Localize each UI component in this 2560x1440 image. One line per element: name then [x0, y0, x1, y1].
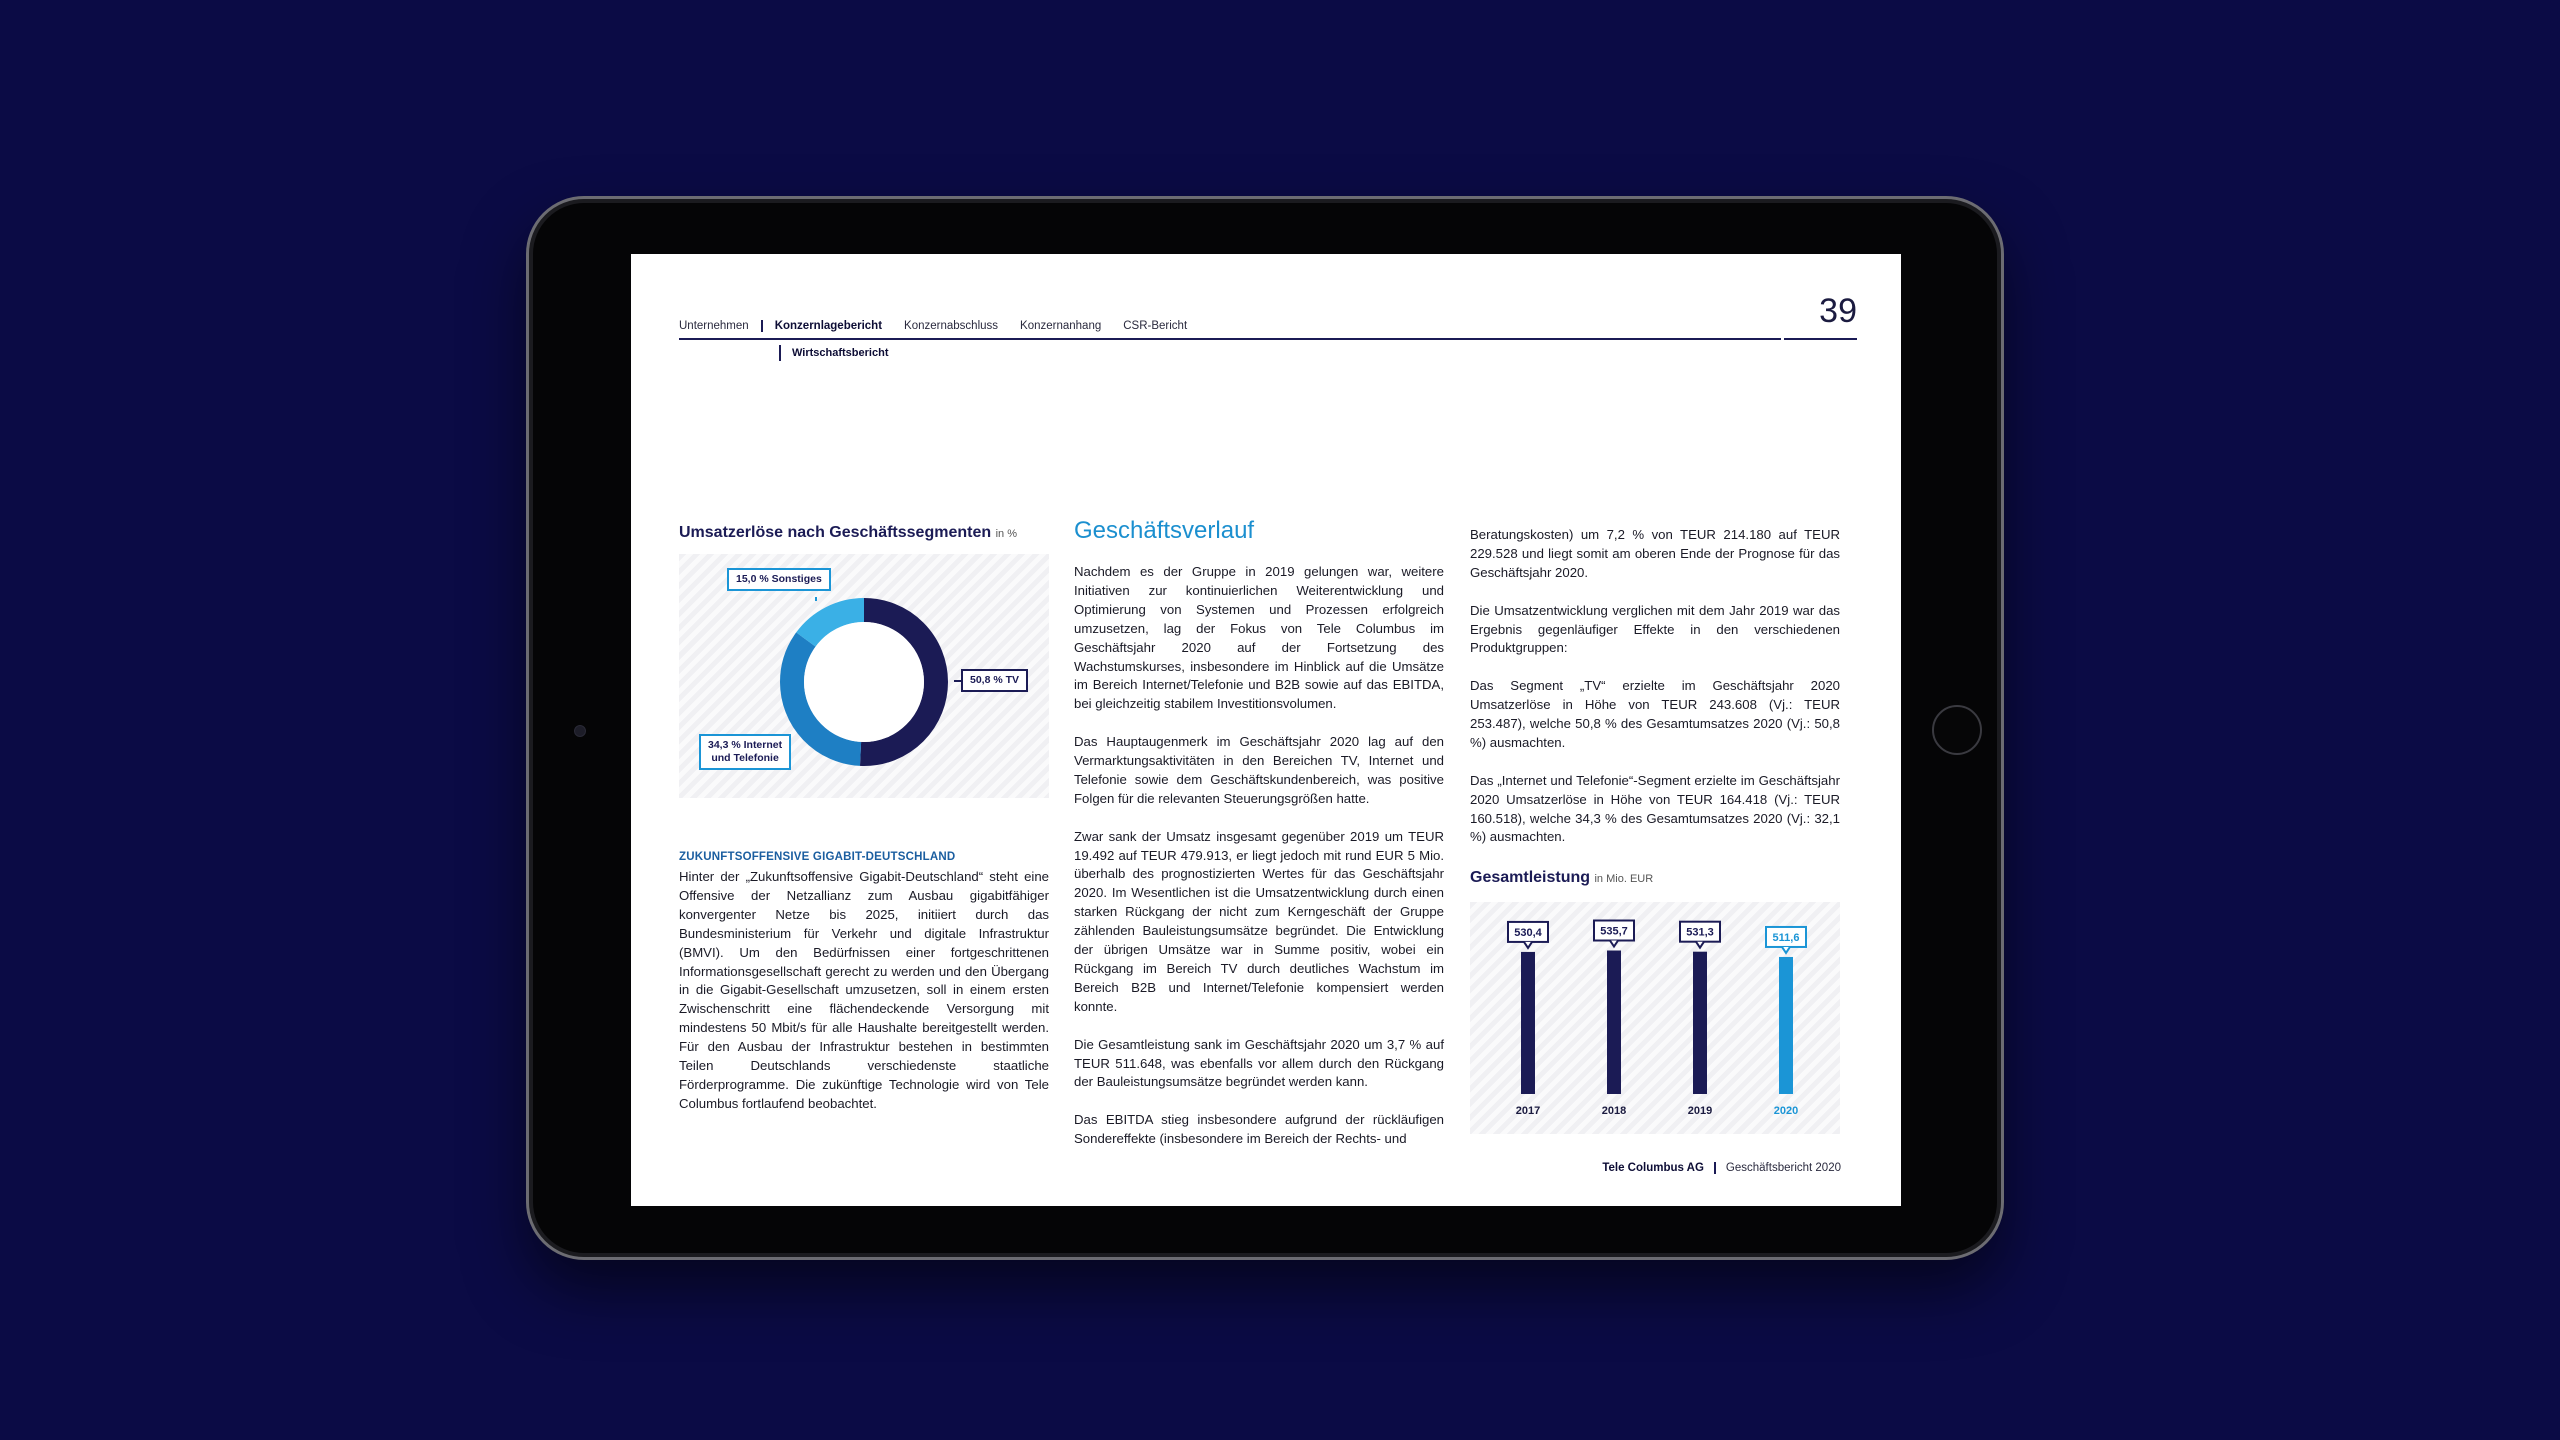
- donut-chart-title-text: Umsatzerlöse nach Geschäftssegmenten: [679, 524, 992, 541]
- heading-geschaeftsverlauf: Geschäftsverlauf: [1074, 517, 1255, 544]
- bar-chart-panel: [1470, 902, 1840, 1134]
- bar-value-label: 531,3: [1686, 926, 1714, 939]
- bar-2019: [1693, 952, 1707, 1094]
- footer-report: Geschäftsbericht 2020: [1725, 1162, 1841, 1174]
- page-number: 39: [1819, 292, 1857, 330]
- callout-internet-telefonie: [699, 734, 791, 770]
- paragraph: Zwar sank der Umsatz insgesamt gegenüber 2019 um TEUR 19.492 auf TEUR 479.913, er liegt jedoch mit rund EUR 5 Mio. überhalb des prognostizierten Wertes für das Geschäftsjahr 2020. Im Wesentlichen ist die Umsatzentwicklung durch einen starken Rückgang der nicht zum Kerngeschäft der Gruppe zählenden Bauleistungsumsätze begründet. Die Entwicklung der übrigen Umsätze war in Summe positiv, wobei ein Rückgang im Bereich TV durch deutliches Wachstum im Bereich B2B und Internet/Telefonie kompensiert werden konnte.: [1074, 828, 1444, 1014]
- bar-label-pointer: [1696, 942, 1704, 948]
- paragraph: Das Segment „TV“ erzielte im Geschäftsjahr 2020 Umsatzerlöse in Höhe von TEUR 243.608 (Vj.: TEUR 253.487), welche 50,8 % des Gesamtumsatzes 2020 (Vj.: 50,8 %) ausmachten.: [1470, 678, 1840, 750]
- bar-2020: [1779, 957, 1793, 1094]
- bar-label-pointer: [1782, 947, 1790, 953]
- bar-chart-unit: in Mio. EUR: [1594, 873, 1654, 885]
- bar-value-label: 535,7: [1600, 925, 1628, 938]
- bar-category-label: 2017: [1515, 1105, 1541, 1117]
- callout-sonstiges: 15,0 % Sonstiges: [727, 568, 831, 591]
- paragraph: Das Hauptaugenmerk im Geschäftsjahr 2020 lag auf den Vermarktungsaktivitäten in den Bereichen TV, Internet und Telefonie sowie dem Geschäftskundenbereich, was positive Folgen für die relevanten Steuerungsgrößen hatte.: [1074, 734, 1444, 806]
- callout-internet-line1: 34,3 % Internet: [708, 739, 783, 751]
- nav-rule: [679, 338, 1781, 340]
- paragraph: Das „Internet und Telefonie“-Segment erzielte im Geschäftsjahr 2020 Umsatzerlöse in Höhe von TEUR 164.418 (Vj.: TEUR 160.518), welche 34,3 % des Gesamtumsatzes 2020 (Vj.: 32,1 %) ausmachten.: [1470, 772, 1840, 845]
- nav-item-konzernlagebericht[interactable]: Konzernlagebericht: [761, 320, 882, 332]
- nav-item-konzernanhang[interactable]: Konzernanhang: [1020, 320, 1102, 332]
- donut-chart-panel: [679, 554, 1049, 798]
- callout-tv: 50,8 % TV: [961, 669, 1028, 692]
- paragraph: Beratungskosten) um 7,2 % von TEUR 214.180 auf TEUR 229.528 und liegt somit am oberen Ende der Prognose für das Geschäftsjahr 2020.: [1470, 527, 1840, 580]
- bar-label-pointer: [1524, 942, 1532, 948]
- nav-item-csr-bericht[interactable]: CSR-Bericht: [1123, 320, 1188, 332]
- bar-category-label: 2019: [1687, 1105, 1713, 1117]
- bar-chart-title-text: Gesamtleistung: [1470, 869, 1591, 886]
- nav-item-unternehmen[interactable]: Unternehmen: [679, 320, 749, 332]
- document-page: [631, 254, 1901, 1206]
- page-number-rule: [1784, 338, 1857, 340]
- page-footer: [1602, 1162, 1841, 1174]
- sub-nav-wirtschaftsbericht[interactable]: Wirtschaftsbericht: [779, 345, 888, 361]
- section-heading-gigabit: ZUKUNFTSOFFENSIVE GIGABIT-DEUTSCHLAND: [679, 851, 956, 863]
- footer-company: Tele Columbus AG: [1602, 1162, 1716, 1174]
- bar-chart: [1470, 902, 1840, 1134]
- bar-2018: [1607, 951, 1621, 1094]
- paragraph: Das EBITDA stieg insbesondere aufgrund der rückläufigen Sondereffekte (insbesondere im Bereich der Rechts- und: [1074, 1112, 1444, 1147]
- donut-chart-unit: in %: [995, 528, 1017, 540]
- bar-2017: [1521, 952, 1535, 1094]
- donut-hole: [804, 622, 924, 742]
- section-text-gigabit: Hinter der „Zukunftsoffensive Gigabit-Deutschland“ steht eine Offensive der Netzallianz zum Ausbau gigabitfähiger konvergenter Netze bis 2025, initiiert durch das Bundesministerium für Verkehr und digitale Infrastruktur (BMVI). Um den Bedürfnissen einer fortgeschrittenen Informationsgesellschaft gerecht zu werden und den Übergang in die Gigabit-Gesellschaft umzusetzen, soll in einem ersten Zwischenschritt eine flächendeckende Versorgung mit mindestens 50 Mbit/s für alle Haushalte bereitgestellt werden. Für den Ausbau der Infrastruktur bestehen in bestimmten Teilen Deutschlands verschiedenste staatliche Förderprogramme. Die zukünftige Technologie wird von Tele Columbus fortlaufend beobachtet.: [679, 869, 1049, 1111]
- bar-category-label: 2018: [1601, 1105, 1627, 1117]
- bar-category-label: 2020: [1773, 1105, 1799, 1117]
- bar-label-pointer: [1610, 941, 1618, 947]
- paragraph: Nachdem es der Gruppe in 2019 gelungen war, weitere Initiativen zur kontinuierlichen Weiterentwicklung und Optimierung von Systemen und Prozessen erfolgreich umzusetzen, lag der Fokus von Tele Columbus im Geschäftsjahr 2020 auf der Fortsetzung des Wachstumskurses, insbesondere im Hinblick auf die Umsätze im Bereich Internet/Telefonie und B2B sowie auf das EBITDA, bei gleichzeitig stabilem Investitionsvolumen.: [1074, 564, 1444, 712]
- donut-chart-title: [679, 524, 1017, 542]
- paragraph: Die Umsatzentwicklung verglichen mit dem Jahr 2019 war das Ergebnis gegenläufiger Effekte in den verschiedenen Produktgruppen:: [1470, 602, 1840, 656]
- callout-internet-line2: und Telefonie: [711, 752, 779, 764]
- camera-dot: [574, 725, 586, 737]
- paragraph: Die Gesamtleistung sank im Geschäftsjahr 2020 um 3,7 % auf TEUR 511.648, was ebenfalls vor allem durch den Rückgang der Bauleistungsumsätze begründet werden kann.: [1074, 1036, 1444, 1090]
- bar-chart-title: [1470, 869, 1653, 887]
- nav-item-konzernabschluss[interactable]: Konzernabschluss: [904, 320, 999, 332]
- bar-value-label: 511,6: [1772, 931, 1800, 944]
- home-button[interactable]: [1932, 705, 1982, 755]
- middle-column-text: [1074, 563, 1444, 1168]
- bar-value-label: 530,4: [1514, 926, 1542, 939]
- section-nav: [679, 316, 1209, 336]
- right-column-text: [1470, 526, 1840, 866]
